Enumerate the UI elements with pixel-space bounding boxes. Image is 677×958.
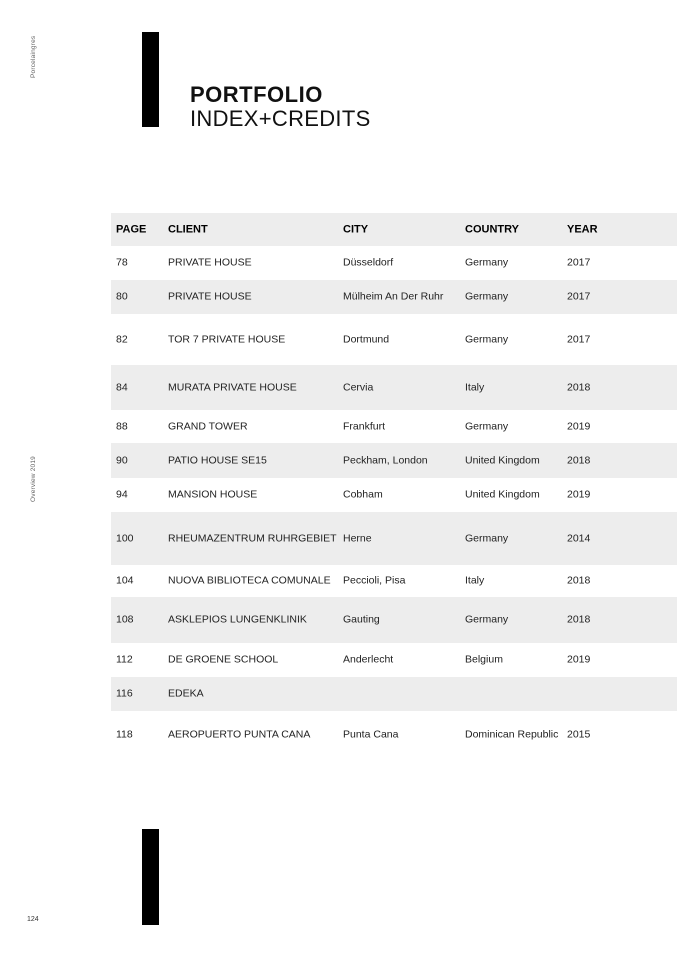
cell-year: 2017 [567, 256, 591, 269]
cell-page: 116 [116, 687, 133, 700]
cell-page: 82 [116, 333, 128, 345]
cell-year: 2018 [567, 381, 591, 393]
cell-page: 84 [116, 381, 128, 393]
cell-country: Germany [465, 532, 509, 544]
table-row [111, 246, 677, 280]
table-row [111, 677, 677, 711]
cell-country: United Kingdom [465, 488, 540, 501]
cell-year: 2019 [567, 488, 591, 501]
cell-country: Dominican Republic [465, 728, 559, 740]
table-row [111, 280, 677, 314]
cell-client: MURATA PRIVATE HOUSE [168, 381, 297, 393]
cell-client: ASKLEPIOS LUNGENKLINIK [168, 613, 307, 626]
cell-client: DE GROENE SCHOOL [168, 653, 279, 666]
cell-year: 2014 [567, 532, 591, 544]
cell-page: 104 [116, 574, 134, 587]
cell-country: Germany [465, 290, 509, 303]
cell-city: Cervia [343, 381, 374, 393]
header-city: CITY [343, 223, 369, 235]
cell-country: Germany [465, 333, 509, 345]
cell-client: PATIO HOUSE SE15 [168, 454, 267, 466]
cell-city: Mülheim An Der Ruhr [343, 290, 444, 303]
table-row [111, 512, 677, 565]
table-header [111, 213, 677, 246]
table-row [111, 711, 677, 758]
cell-year: 2017 [567, 290, 591, 303]
page-subtitle: INDEX+CREDITS [190, 106, 371, 131]
brand-label: Porcelaingres [30, 35, 37, 78]
cell-page: 94 [116, 488, 128, 501]
cell-country: Germany [465, 256, 509, 269]
decorative-bar-top [142, 32, 159, 127]
cell-year: 2015 [567, 728, 591, 740]
cell-country: Belgium [465, 653, 503, 666]
cell-year: 2019 [567, 420, 591, 432]
cell-country: Germany [465, 613, 509, 626]
cell-city: Herne [343, 532, 372, 544]
cell-client: GRAND TOWER [168, 420, 248, 432]
table-row [111, 443, 677, 478]
cell-country: Germany [465, 420, 509, 432]
cell-country: Italy [465, 381, 485, 393]
header-year: YEAR [567, 223, 598, 235]
header-country: COUNTRY [465, 223, 519, 235]
table-row [111, 478, 677, 512]
cell-year: 2019 [567, 653, 591, 666]
table-row [111, 314, 677, 365]
cell-client: AEROPUERTO PUNTA CANA [168, 728, 311, 740]
header-client: CLIENT [168, 223, 208, 235]
table-row [111, 365, 677, 410]
table-row [111, 565, 677, 597]
cell-year: 2018 [567, 454, 591, 466]
page-number: 124 [27, 916, 39, 923]
cell-city: Punta Cana [343, 728, 399, 740]
table-row [111, 410, 677, 443]
cell-page: 108 [116, 613, 134, 626]
cell-city: Anderlecht [343, 653, 394, 666]
cell-page: 100 [116, 532, 134, 544]
cell-city: Peckham, London [343, 454, 428, 466]
cell-client: NUOVA BIBLIOTECA COMUNALE [168, 574, 331, 587]
cell-city: Cobham [343, 488, 383, 501]
cell-page: 118 [116, 728, 133, 740]
cell-page: 80 [116, 290, 128, 303]
cell-city: Peccioli, Pisa [343, 574, 406, 587]
cell-city: Dortmund [343, 333, 390, 345]
table-row [111, 643, 677, 677]
cell-client: RHEUMAZENTRUM RUHRGEBIET [168, 532, 337, 544]
cell-city: Gauting [343, 613, 380, 626]
cell-client: TOR 7 PRIVATE HOUSE [168, 333, 286, 345]
cell-city: Frankfurt [343, 420, 386, 432]
section-label: Overview 2019 [30, 456, 37, 502]
portfolio-index-table [111, 213, 677, 758]
table-row [111, 597, 677, 643]
cell-client: PRIVATE HOUSE [168, 256, 252, 269]
page-title: PORTFOLIO [190, 82, 323, 107]
cell-country: United Kingdom [465, 454, 540, 466]
decorative-bar-bottom [142, 829, 159, 925]
cell-city: Düsseldorf [343, 256, 394, 269]
cell-year: 2018 [567, 574, 591, 587]
cell-year: 2018 [567, 613, 591, 626]
cell-client: PRIVATE HOUSE [168, 290, 252, 303]
cell-client: MANSION HOUSE [168, 488, 258, 501]
cell-page: 78 [116, 256, 128, 269]
cell-page: 90 [116, 454, 128, 466]
cell-year: 2017 [567, 333, 591, 345]
header-page: PAGE [116, 223, 147, 235]
cell-page: 88 [116, 420, 128, 432]
cell-country: Italy [465, 574, 485, 587]
cell-client: EDEKA [168, 687, 204, 700]
cell-page: 112 [116, 653, 133, 666]
